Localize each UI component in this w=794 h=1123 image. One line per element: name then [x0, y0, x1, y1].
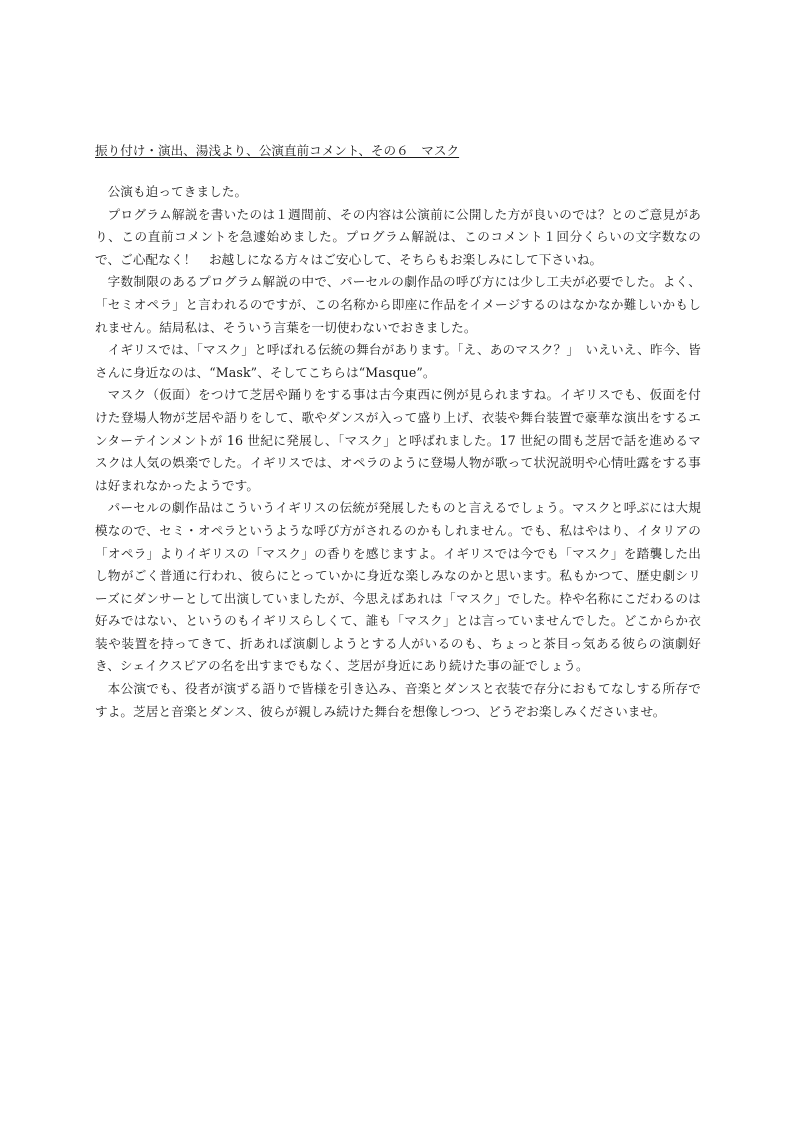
paragraph-4: イギリスでは、「マスク」と呼ばれる伝統の舞台があります。「え、あのマスク？」 いえいえ、昨今、皆さんに身近なのは、“Mask”、そしてこちらは“Masque”。: [95, 342, 701, 380]
document-title: 振り付け・演出、湯浅より、公演直前コメント、その６ マスク: [95, 143, 460, 158]
paragraph-1: 公演も迫ってきました。: [107, 184, 248, 199]
paragraph-6: パーセルの劇作品はこういうイギリスの伝統が発展したものと言えるでしょう。マスクと呼ぶには大規模なので、セミ・オペラというような呼び方がされるのかもしれません。でも、私はやはり、イタリアの「オペラ」よりイギリスの「マスク」の香りを感じますよ。イギリスでは今でも「マスク」を踏襲した出し物がごく普通に行われ、彼らにとっていかに身近な楽しみなのかと思います。私もかつて、歴史劇シリーズにダンサーとして出演していましたが、今思えばあれは「マスク」でした。枠や名称にこだわるのは好みではない、というのもイギリスらしくて、誰も「マスク」とは言っていませんでした。どこからか衣装や装置を持ってきて、折あれば演劇しようとする人がいるのも、ちょっと茶目っ気ある彼らの演劇好き、シェイクスピアの名を出すまでもなく、芝居が身近にあり続けた事の証でしょう。: [95, 500, 701, 674]
paragraph-3: 字数制限のあるプログラム解説の中で、パーセルの劇作品の呼び方には少し工夫が必要でした。よく、「セミオペラ」と言われるのですが、この名称から即座に作品をイメージするのはなかなか難しいかもしれません。結局私は、そういう言葉を一切使わないでおきました。: [95, 274, 701, 335]
paragraph-2: プログラム解説を書いたのは１週間前、その内容は公演前に公開した方が良いのでは？とのご意見があり、この直前コメントを急遽始めました。プログラム解説は、このコメント１回分くらいの文字数なので、ご心配なく！ お越しになる方々はご安心して、そちらもお楽しみにして下さいね。: [95, 206, 701, 267]
paragraph-7: 本公演でも、役者が演ずる語りで皆様を引き込み、音楽とダンスと衣装で存分におもてなしする所存ですよ。芝居と音楽とダンス、彼らが親しみ続けた舞台を想像しつつ、どうぞお楽しみくださいませ。: [95, 681, 701, 719]
paragraph-5: マスク（仮面）をつけて芝居や踊りをする事は古今東西に例が見られますね。イギリスでも、仮面を付けた登場人物が芝居や語りをして、歌やダンスが入って盛り上げ、衣装や舞台装置で豪華な演出をするエンターテインメントが 16 世紀に発展し、「マスク」と呼ばれました。17 世紀の間も芝居で話を進めるマスクは人気の娯楽でした。イギリスでは、オペラのように登場人物が歌って状況説明や心情吐露をする事は好まれなかったようです。: [95, 387, 701, 493]
document-body: [95, 141, 701, 723]
title-spacer: [95, 161, 701, 181]
